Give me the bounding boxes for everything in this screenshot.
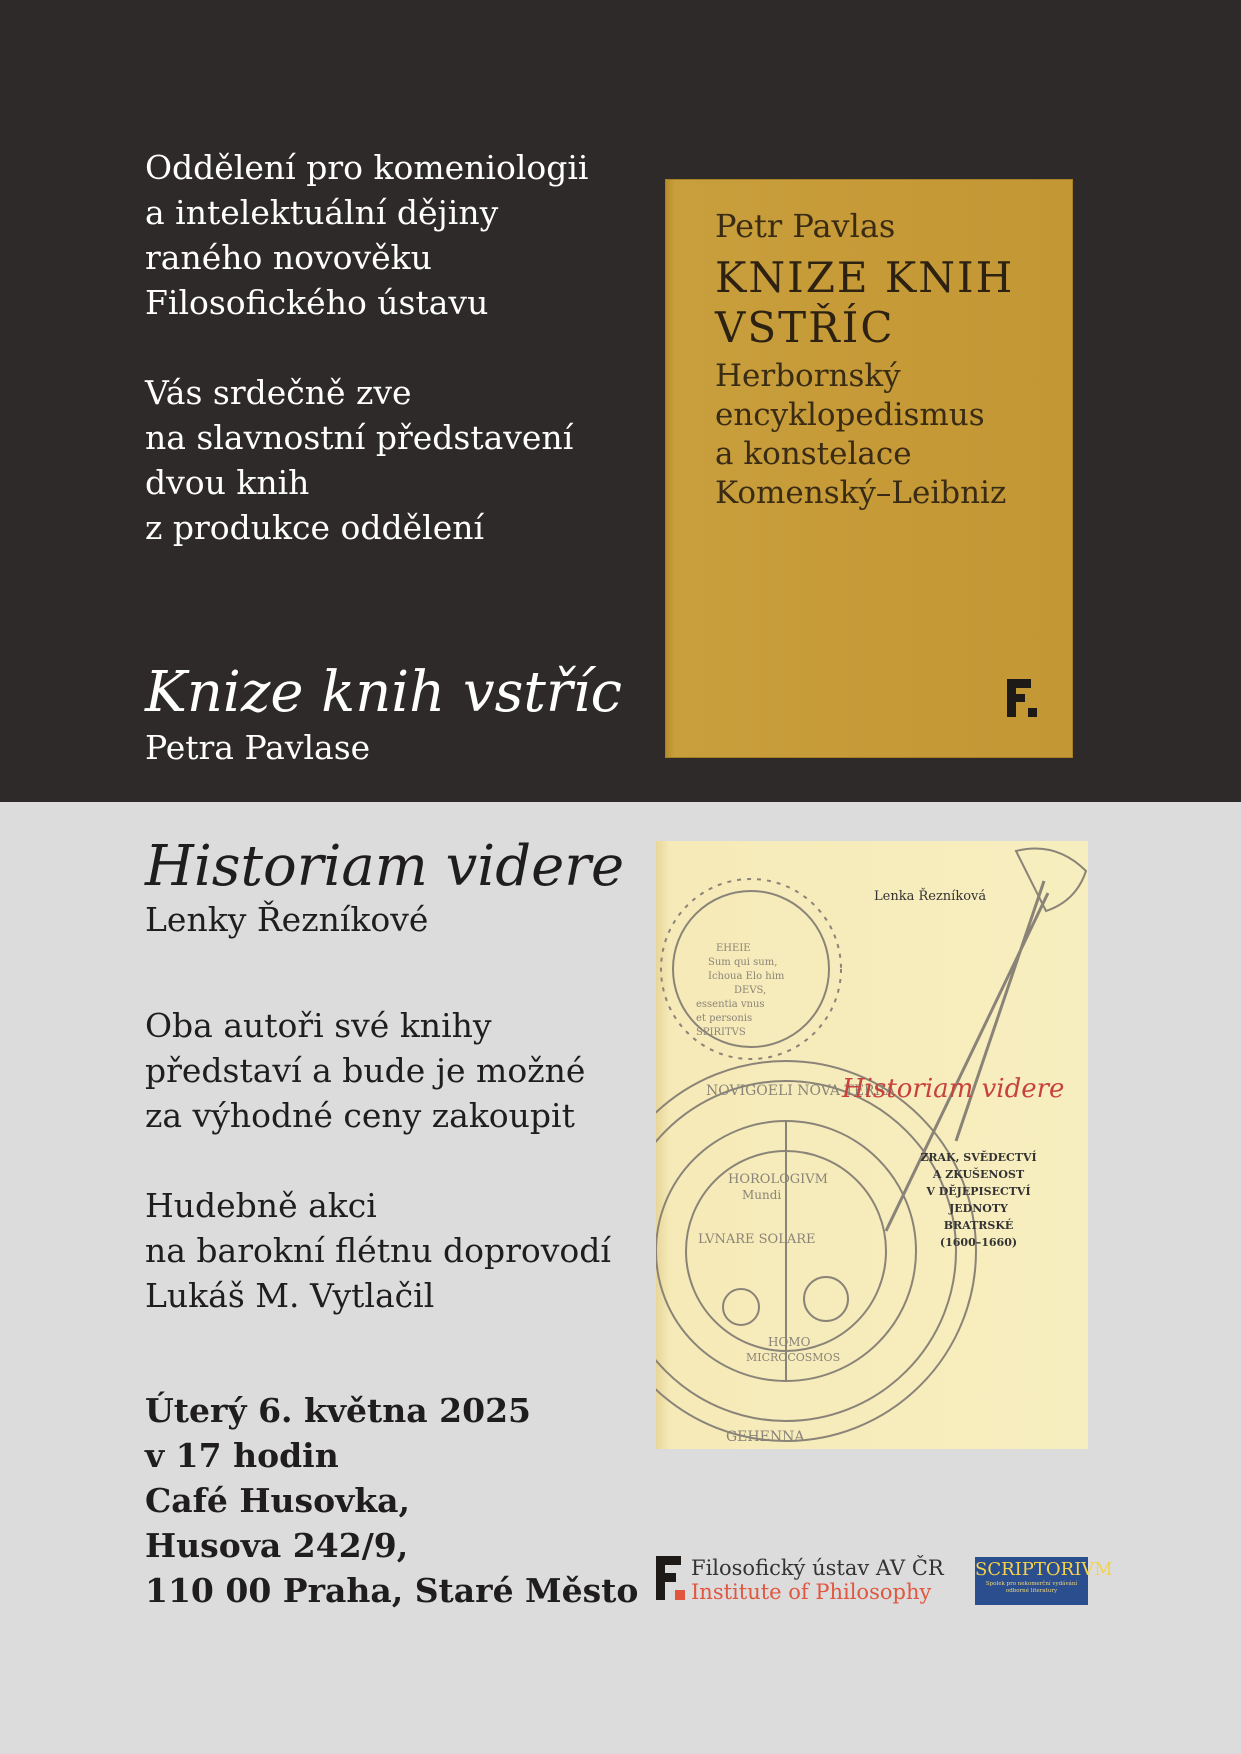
scriptorium-logo (975, 1557, 1113, 1605)
presentation-line: představí a bude je možné (145, 1051, 586, 1090)
book2-title: Historiam videre (145, 834, 625, 899)
book1-cover (665, 179, 1073, 758)
svg-text:EHEIE: EHEIE (716, 943, 751, 954)
institute-f-logo (656, 1556, 685, 1600)
svg-text:GEHENNA: GEHENNA (726, 1429, 805, 1445)
music-line: Hudebně akci (145, 1186, 377, 1225)
svg-text:Sum qui sum,: Sum qui sum, (708, 957, 778, 968)
cover2-subtitle-line: ZRAK, SVĚDECTVÍ (920, 1151, 1037, 1164)
astronomical-illustration (656, 841, 1088, 1449)
cover2-title: Historiam videre (842, 1074, 1065, 1104)
top-section (0, 0, 1241, 802)
presentation-line: za výhodné ceny zakoupit (145, 1096, 575, 1135)
organizer-line: a intelektuální dějiny (145, 193, 499, 232)
scriptorium-tagline: odborné literatury (1005, 1588, 1058, 1594)
event-details (145, 1388, 638, 1613)
book2-author: Lenky Řezníkové (145, 900, 429, 939)
svg-text:HOROLOGIVM: HOROLOGIVM (728, 1172, 828, 1187)
institute-name-cz: Filosofický ústav AV ČR (691, 1556, 944, 1580)
svg-text:HOMO: HOMO (768, 1335, 811, 1349)
cover1-subtitle-line: a konstelace (715, 436, 912, 472)
invitation-line: na slavnostní představení (145, 418, 574, 457)
svg-text:Ichoua Elo him: Ichoua Elo him (708, 971, 785, 982)
cover1-subtitle-line: Herbornský (715, 358, 901, 394)
scriptorium-name: SCRIPTORIVM (975, 1559, 1113, 1580)
publisher-f-logo (1007, 679, 1037, 717)
svg-text:NOVIGOELI NOVA TERRA: NOVIGOELI NOVA TERRA (706, 1083, 896, 1099)
event-city: 110 00 Praha, Staré Město (145, 1571, 639, 1610)
music-line: na barokní flétnu doprovodí (145, 1231, 611, 1270)
organizer-line: Filosofického ústavu (145, 283, 489, 322)
cover1-subtitle-line: Komenský–Leibniz (715, 475, 1007, 511)
cover2-subtitle (906, 1149, 1051, 1251)
invitation-line: dvou knih (145, 463, 310, 502)
event-date: Úterý 6. května 2025 (145, 1391, 531, 1430)
music-line: Lukáš M. Vytlačil (145, 1276, 435, 1315)
svg-text:et personis: et personis (696, 1013, 753, 1024)
presentation-paragraph (145, 1003, 611, 1138)
institute-logo-text (691, 1556, 944, 1604)
invitation-paragraph (145, 370, 589, 550)
intro-text (145, 145, 589, 595)
cover1-subtitle (715, 357, 1006, 513)
invitation-line: z produkce oddělení (145, 508, 485, 547)
cover2-subtitle-line: JEDNOTY (949, 1202, 1008, 1215)
svg-text:Mundi: Mundi (742, 1188, 782, 1202)
institute-name-en: Institute of Philosophy (691, 1580, 932, 1604)
event-venue: Café Husovka, (145, 1481, 410, 1520)
cover1-author: Petr Pavlas (715, 207, 896, 245)
cover2-subtitle-line: BRATRSKÉ (943, 1219, 1014, 1232)
svg-text:MICROCOSMOS: MICROCOSMOS (746, 1351, 841, 1364)
invitation-line: Vás srdečně zve (145, 373, 412, 412)
svg-text:DEVS,: DEVS, (734, 985, 767, 996)
cover2-subtitle-line: (1600–1660) (939, 1236, 1018, 1249)
book2-cover (656, 841, 1088, 1449)
cover2-author: Lenka Řezníková (874, 889, 987, 904)
event-street: Husova 242/9, (145, 1526, 409, 1565)
scriptorium-tagline: Spolek pro nekomerční vydávání (985, 1581, 1078, 1587)
music-paragraph (145, 1183, 611, 1318)
event-time: v 17 hodin (145, 1436, 339, 1475)
organizer-line: raného novověku (145, 238, 432, 277)
organizer-paragraph (145, 145, 589, 325)
svg-text:SPIRITVS: SPIRITVS (696, 1027, 746, 1038)
organizer-line: Oddělení pro komeniologii (145, 148, 589, 187)
cover1-subtitle-line: encyklopedismus (715, 397, 985, 433)
svg-text:LVNARE SOLARE: LVNARE SOLARE (698, 1232, 816, 1247)
cover1-title-line: VSTŘÍC (715, 303, 895, 352)
cover2-subtitle-line: V DĚJEPISECTVÍ (926, 1185, 1031, 1198)
svg-text:essentia vnus: essentia vnus (696, 999, 765, 1010)
cover1-title (715, 253, 1014, 353)
book1-title: Knize knih vstříc (145, 660, 622, 725)
presentation-line: Oba autoři své knihy (145, 1006, 492, 1045)
cover2-subtitle-line: A ZKUŠENOST (932, 1168, 1025, 1181)
book1-author: Petra Pavlase (145, 728, 371, 767)
cover1-title-line: KNIZE KNIH (715, 253, 1015, 302)
info-text (145, 1003, 611, 1363)
